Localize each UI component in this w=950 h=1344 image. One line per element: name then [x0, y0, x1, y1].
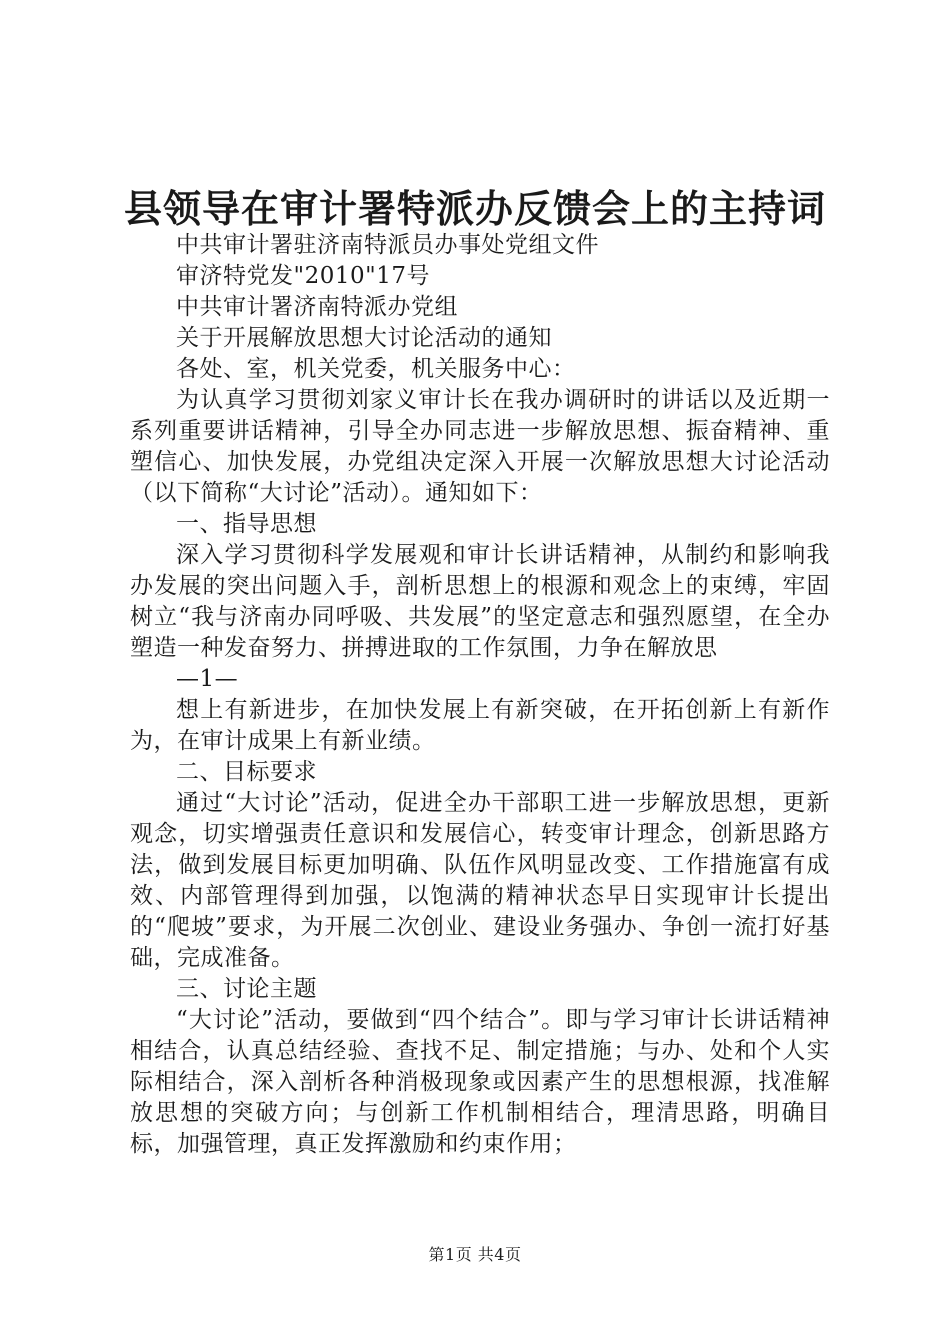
- guiding-ideology-paragraph: 深入学习贯彻科学发展观和审计长讲话精神，从制约和影响我办发展的突出问题入手，剖析思想上的根源和观念上的束缚，牢固树立“我与济南办同呼吸、共发展”的坚定意志和强烈愿望，在全办塑造一种发奋努力、拼搏进取的工作氛围，力争在解放思: [130, 542, 830, 661]
- inline-page-number: —1—: [176, 666, 239, 692]
- page-footer: 第1页 共4页: [428, 1245, 522, 1264]
- goals-paragraph: 通过“大讨论”活动，促进全办干部职工进一步解放思想，更新观念，切实增强责任意识和发展信心，转变审计理念，创新思路方法，做到发展目标更加明确、队伍作风明显改变、工作措施富有成效、内部管理得到加强，以饱满的精神状态早日实现审计长提出的“爬坡”要求，为开展二次创业、建设业务强办、争创一流打好基础，完成准备。: [130, 790, 830, 971]
- recipients-line: 各处、室，机关党委，机关服务中心：: [176, 356, 576, 382]
- continuation-paragraph: 想上有新进步，在加快发展上有新突破，在开拓创新上有新作为，在审计成果上有新业绩。: [130, 697, 830, 754]
- section-heading-discussion-theme: 三、讨论主题: [176, 976, 317, 1002]
- issuer-line: 中共审计署驻济南特派员办事处党组文件: [176, 232, 599, 258]
- section-heading-goals: 二、目标要求: [176, 759, 317, 785]
- section-heading-guiding-ideology: 一、指导思想: [176, 511, 317, 537]
- intro-paragraph: 为认真学习贯彻刘家义审计长在我办调研时的讲话以及近期一系列重要讲话精神，引导全办同志进一步解放思想、振奋精神、重塑信心、加快发展，办党组决定深入开展一次解放思想大讨论活动（以下简称“大讨论”活动）。通知如下：: [130, 387, 830, 506]
- issuing-party: 中共审计署济南特派办党组: [176, 294, 458, 320]
- document-number: 审济特党发"2010"17号: [176, 263, 430, 289]
- discussion-theme-paragraph: “大讨论”活动，要做到“四个结合”。即与学习审计长讲话精神相结合，认真总结经验、查找不足、制定措施；与办、处和个人实际相结合，深入剖析各种消极现象或因素产生的思想根源，找准解放思想的突破方向；与创新工作机制相结合，理清思路，明确目标，加强管理，真正发挥激励和约束作用；: [130, 1007, 830, 1157]
- document-body: [130, 230, 830, 1160]
- notice-subject: 关于开展解放思想大讨论活动的通知: [176, 325, 552, 351]
- document-title: 县领导在审计署特派办反馈会上的主持词: [123, 187, 826, 231]
